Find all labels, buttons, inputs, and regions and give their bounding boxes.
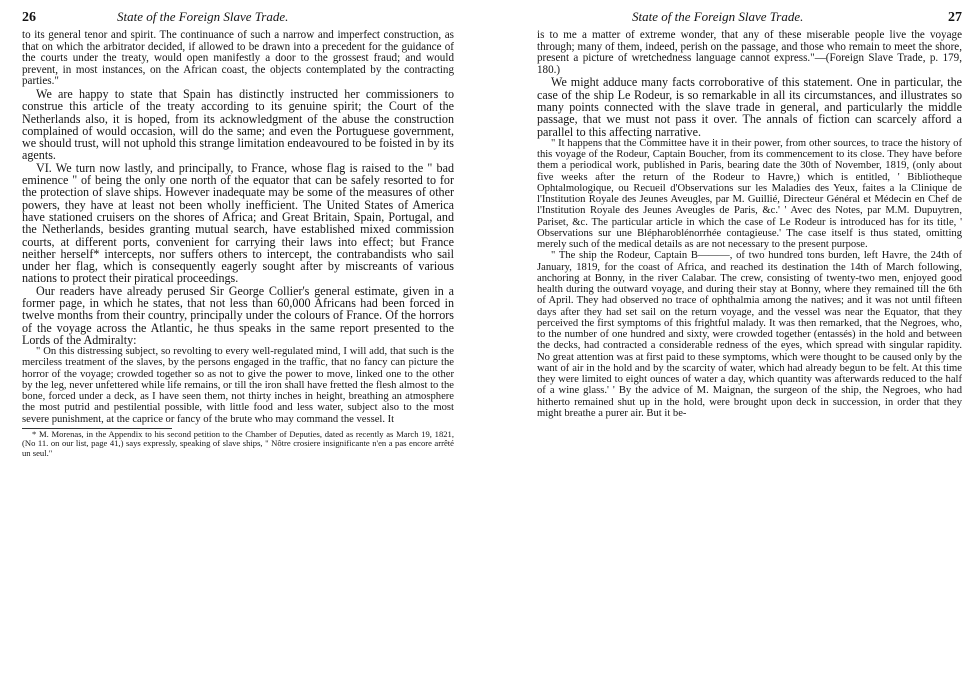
left-page-header <box>22 8 454 30</box>
left-text-column <box>22 30 454 425</box>
footnote <box>22 430 454 458</box>
right-text-column <box>537 30 962 419</box>
left-running-title: State of the Foreign Slave Trade. <box>117 9 289 24</box>
block-quote: " It happens that the Committee have it in their power, from other sources, to trace the history of this voyage of the Rodeur, Captain Boucher, from its commencement to its close. They have before them a periodical work, published in Paris, bearing date the 30th of November, 1819, (only about five weeks after the return of the Rodeur to Havre,) which is entitled, ' Bibliotheque Ophtalmologique, ou Recueil d'Observations sur les Maladies des Yeux, faites a la Clinique de l'Institution Royale des Jeunes Aveugles, par M. Guillié, Directeur Général et Médecin en Chef de l'Institution Royale des Jeunes Aveugles de Paris, &c.' ' Avec des Notes, par M.M. Dupuytren, Pariset, &c. The particular article in which the case of Le Rodeur is introduced has for its title, ' Observations sur une Blépharoblénorrhée contagieuse.' The case itself is thus stated, omitting merely such of the medical details as are not necessary to the present purpose. <box>537 137 962 251</box>
footnote-text: * M. Morenas, in the Appendix to his second petition to the Chamber of Deputies, dated as recently as March 19, 1821, (No 11. on our list, page 41,) says expressly, speaking of slave ships, " Nôtre crosiere insignificante n'en a pas encore arrêté un seul." <box>22 428 454 458</box>
paragraph: Our readers have already perused Sir George Collier's general estimate, given in a former page, in which he states, that not less than 60,000 Africans had been forced in twelve months from their country, principally under the colours of France. Of the horrors of the voyage across the Atlantic, he thus speaks in the same report presented to the Lords of the Admiralty: <box>22 283 454 347</box>
left-page <box>22 8 454 680</box>
block-quote: " The ship the Rodeur, Captain B———, of two hundred tons burden, left Havre, the 24th of January, 1819, for the coast of Africa, and reached its destination the 14th of March following, anchoring at Bonny, in the river Calabar. The crew, consisting of twenty-two men, enjoyed good health during the outward voyage, and during their stay at Bonny, where they remained till the 6th of April. They had observed no trace of ophthalmia among the natives; and it was not until fifteen days after they had set sail on the return voyage, and the vessel was near the Equator, that they perceived the first symptoms of this frightful malady. It was then remarked, that the Negroes, who, to the number of one hundred and sixty, were crowded together (entassés) in the hold and between the decks, had contracted a considerable redness of the eyes, which spread with singular rapidity. No great attention was at first paid to these symptoms, which were thought to be caused only by the want of air in the hold and by the scarcity of water, which had already begun to be felt. At this time they were limited to eight ounces of water a day, which quantity was afterwards reduced to the half of a wine glass.' ' By the advice of M. Maignan, the surgeon of the ship, the Negroes, who had hitherto remained shut up in the hold, were brought upon deck in succession, in order that they might breathe a purer air. But it be- <box>537 250 962 419</box>
right-running-title: State of the Foreign Slave Trade. <box>632 9 804 24</box>
paragraph: We might adduce many facts corroborative of this statement. One in particular, the case of the ship Le Rodeur, is so remarkable in all its circumstances, and illustrates so many points connected with the slave trade in general, and particularly the middle passage, that we must not pass it over. The annals of fiction can scarcely afford a parallel to this affecting narrative. <box>537 75 962 139</box>
left-page-number: 26 <box>22 10 36 25</box>
paragraph: We are happy to state that Spain has distinctly instructed her commissioners to construe this article of the treaty according to its genuine spirit; the Court of the Netherlands also, it is hoped, from its acknowledgment of the abuse the construction complained of would occasion, will do the same; and even the Portuguese government, we should trust, will not uphold this strange limitation endeavoured to be foisted in by its agents. <box>22 86 454 163</box>
right-page <box>537 8 962 680</box>
right-page-header <box>537 8 962 30</box>
right-page-number: 27 <box>948 10 962 25</box>
paragraph: is to me a matter of extreme wonder, that any of these miserable people live the voyage through; many of them, indeed, perish on the passage, and those who remain to meet the shore, present a picture of wretchedness language cannot express."—(Foreign Slave Trade, p. 179, 180.) <box>537 29 962 76</box>
paragraph: VI. We turn now lastly, and principally, to France, whose flag is raised to the " bad eminence " of being the only one north of the equator that can be safely resorted to for the protection of slave ships. However inadequate may be some of the measures of other powers, they have at least not been wholly inefficient. The United States of America have stationed cruisers on the shores of Africa; and Great Britain, Spain, Portugal, and the Netherlands, besides granting mutual search, have established mixed commission courts, at different ports, convenient for carrying their laws into effect; but France neither herself* intercepts, nor suffers others to intercept, the contrabandists who sail under her flag, which is consequently eagerly sought after by miscreants of various nations to protect their piratical proceedings. <box>22 160 454 286</box>
paragraph: to its general tenor and spirit. The continuance of such a narrow and imperfect construction, as that on which the arbitrator decided, if allowed to be drawn into a precedent for the guidance of the courts under the treaty, would open manifestly a door to the grossest fraud; and would prevent, in most instances, on the African coast, the objects contemplated by the contracting parties." <box>22 29 454 88</box>
block-quote: " On this distressing subject, so revolting to every well-regulated mind, I will add, that such is the merciless treatment of the slaves, by the persons engaged in the traffic, that no fancy can picture the horror of the voyage; crowded together so as not to give the power to move, linked one to the other by the leg, never unfettered while life remains, or till the iron shall have fretted the flesh almost to the bone, forced under a deck, as I have seen them, not thirty inches in height, breathing an atmosphere the most putrid and pestilential possible, with little food and less water, subject also to the most severe punishment, at the caprice or fancy of the brute who may command the vessel. It <box>22 346 454 425</box>
